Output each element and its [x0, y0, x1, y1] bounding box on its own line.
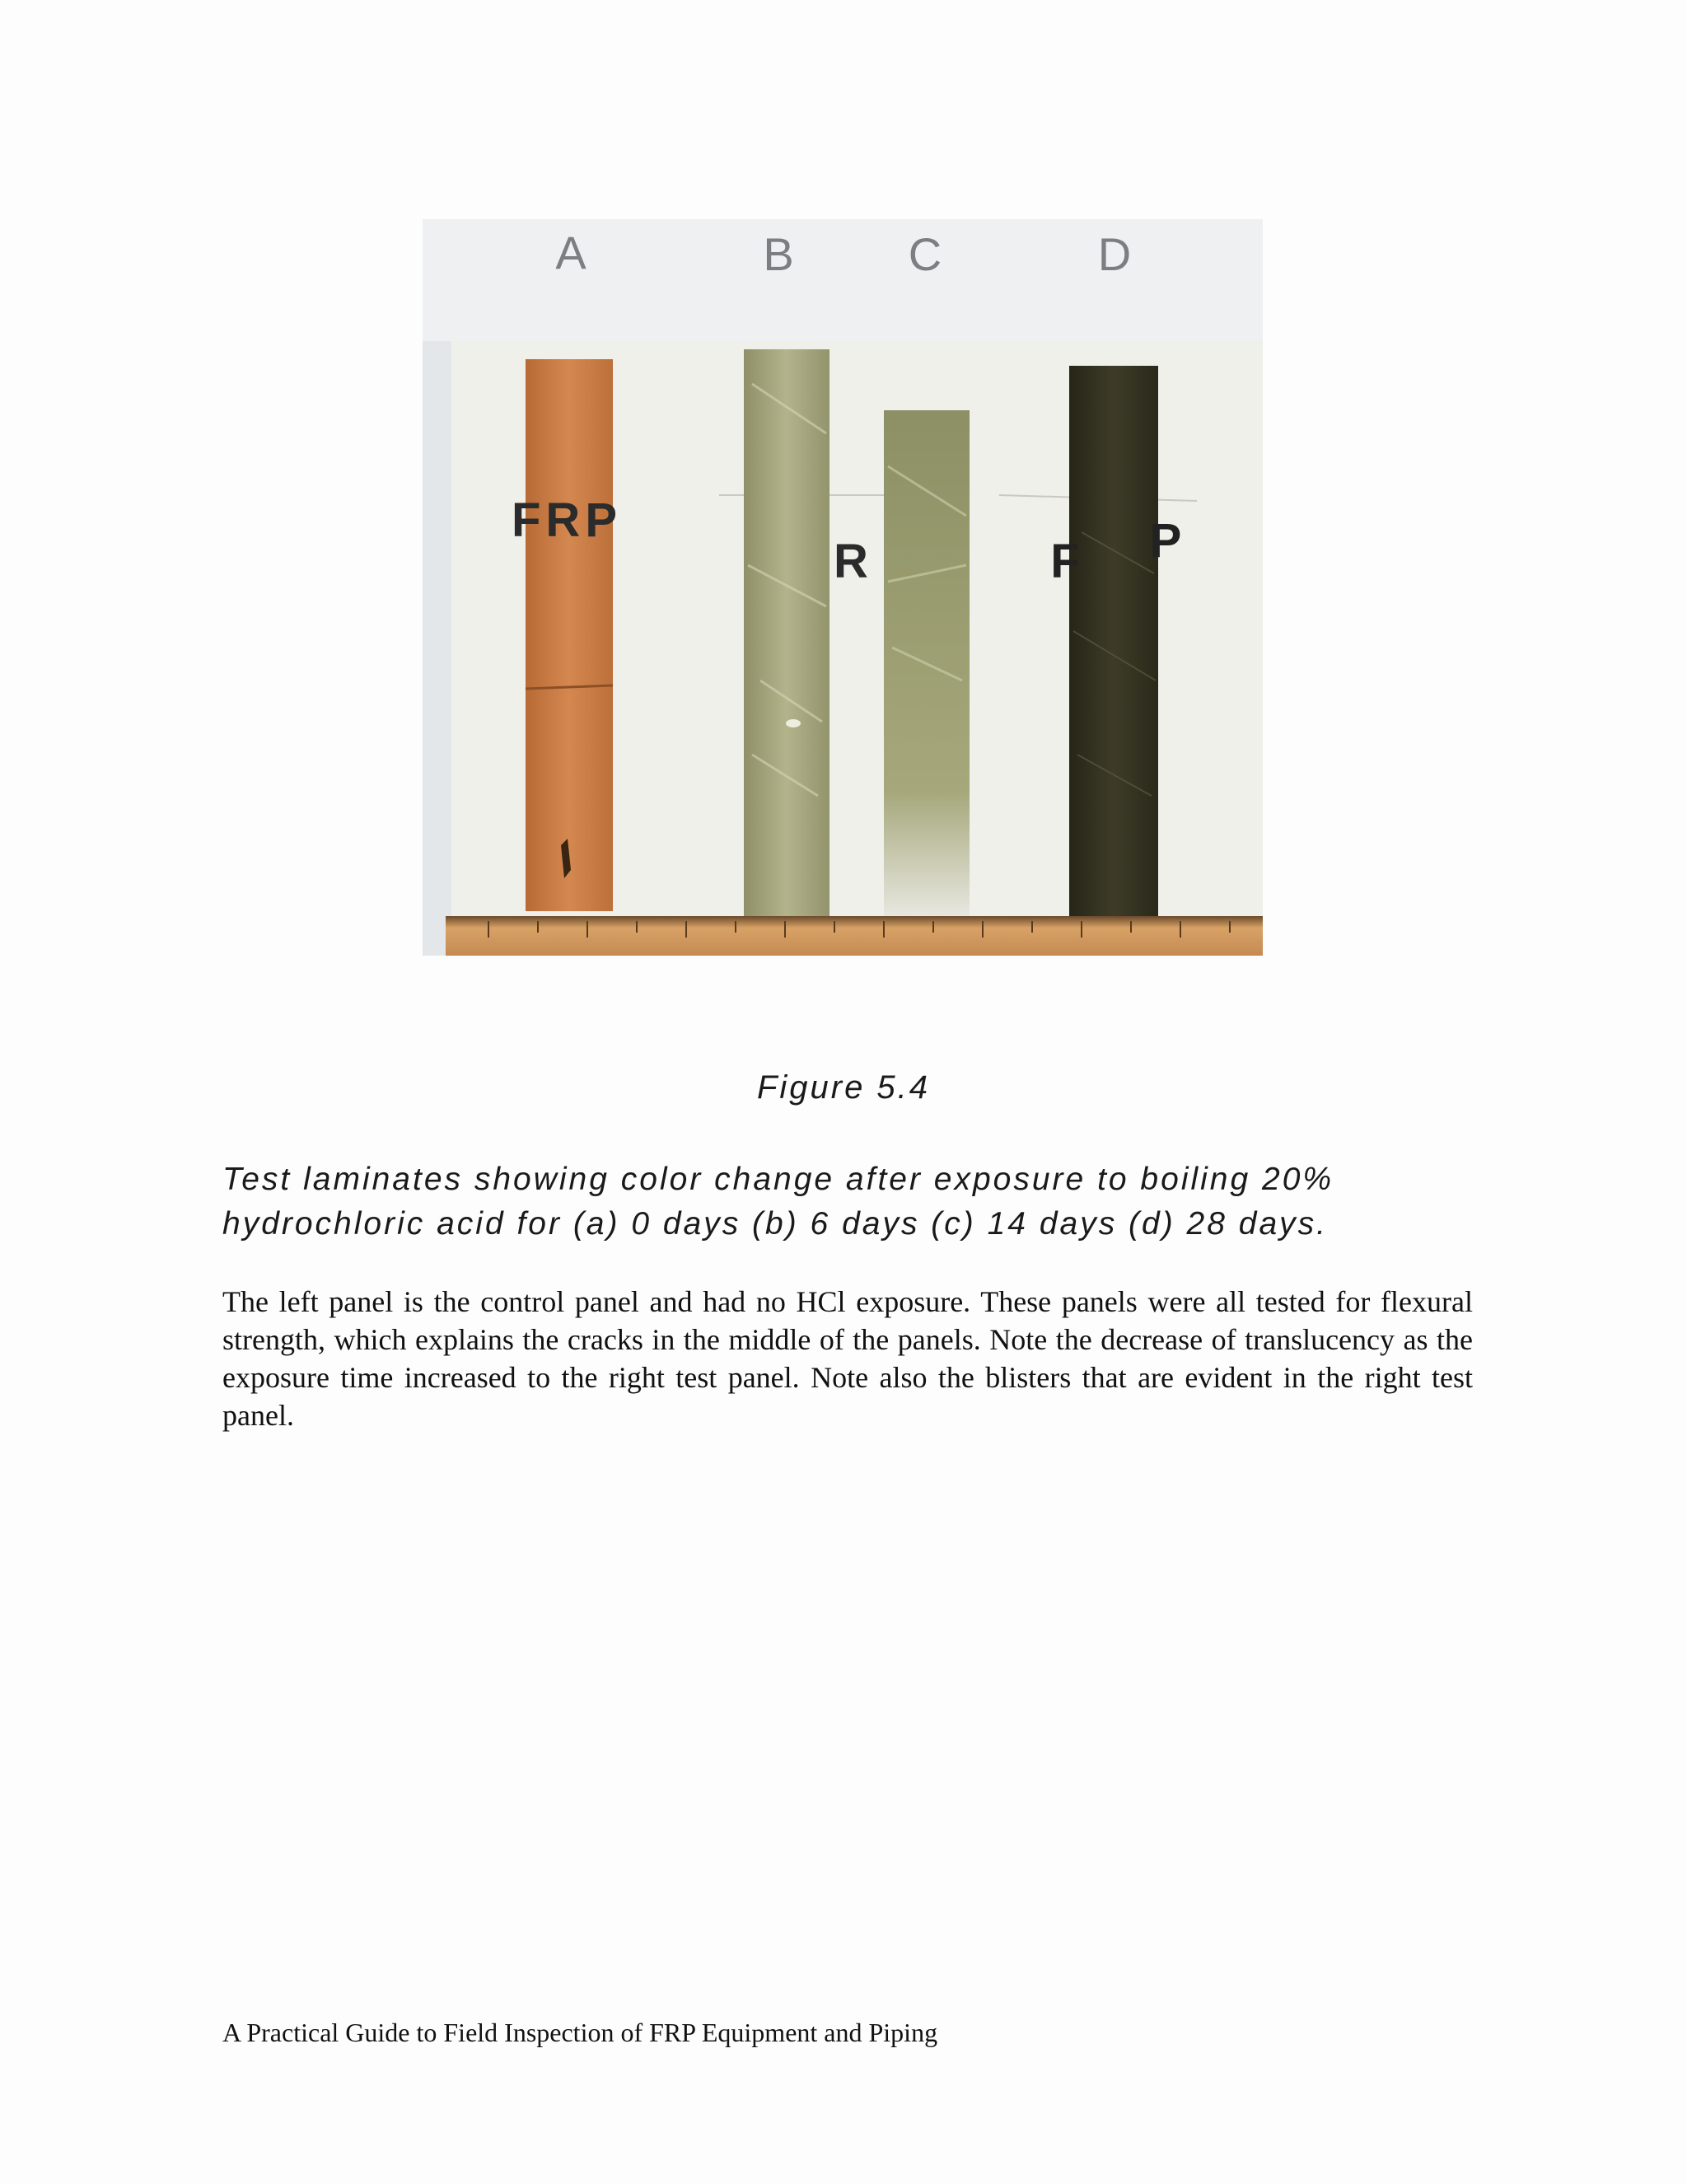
- page-footer: A Practical Guide to Field Inspection of FRP Equipment and Piping: [222, 2018, 938, 2047]
- laminate-panel-a: [526, 359, 613, 911]
- panel-a-marking: FRP: [512, 493, 622, 547]
- photo-label-d: D: [1097, 228, 1132, 280]
- photo-label-b: B: [763, 228, 794, 280]
- photo-label-c: C: [908, 228, 942, 280]
- panel-d-marking-left: F: [1050, 535, 1080, 588]
- figure-caption: Test laminates showing color change after exposure to boiling 20% hydrochloric acid for (a) 0 days (b) 6 days (c) 14 days (d) 28 days.: [222, 1162, 1334, 1242]
- figure-photo: [423, 219, 1263, 956]
- laminate-panel-b: [744, 349, 829, 918]
- figure-label: Figure 5.4: [756, 1069, 931, 1106]
- panel-d-marking-right: P: [1149, 514, 1182, 568]
- photo-label-a: A: [555, 227, 586, 278]
- ruler: [446, 916, 1263, 956]
- panel-b-marking: R: [834, 535, 868, 588]
- photo-top-strip: [423, 219, 1263, 341]
- body-paragraph: The left panel is the control panel and had no HCl exposure. These panels were all tested for flexural strength, which explains the cracks in the middle of the panels. Note the decrease of translucency as the exposure time increased to the right test panel. Note also the blisters that are evident in the right test panel.: [222, 1285, 1473, 1432]
- laminate-panel-d: [1069, 366, 1158, 916]
